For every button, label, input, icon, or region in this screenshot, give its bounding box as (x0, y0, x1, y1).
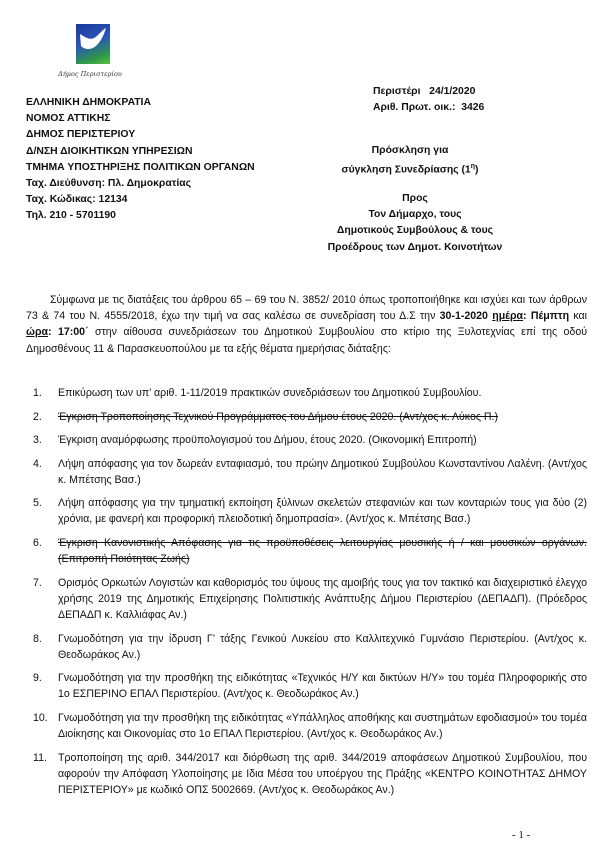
meeting-day: : Πέμπτη (523, 310, 570, 323)
sender-header (26, 95, 255, 225)
date-protocol (373, 84, 484, 116)
intro-paragraph (26, 292, 587, 357)
protocol-number: Αριθ. Πρωτ. οικ.: 3426 (373, 102, 485, 114)
agenda-item-text: Γνωμοδότηση για την προσθήκη της ειδικότητας «Τεχνικός Η/Υ και δικτύων Η/Υ» του τομέα Πληροφορικής στο 1ο ΕΣΠΕΡΙΝΟ ΕΠΑΛ Περιστερίου. (Αντ/χος κ. Θεοδωράκος Αν.) (58, 672, 587, 701)
agenda-item-number: 7. (33, 576, 42, 589)
agenda-item-text: Έγκριση Τροποποίησης Τεχνικού Προγράμματος του Δήμου έτους 2020. (Αντ/χος κ. Λύκος Π.) (58, 410, 499, 423)
agenda-item-number: 8. (33, 632, 42, 645)
agenda-item-text: Τροποποίηση της αριθ. 344/2017 και διόρθωση της αριθ. 344/2019 αποφάσεων Δημοτικού Συμβουλίου, που αφορούν την Απόφαση Υλοποίησης με Ιδια Μέσα του υποέργου της Πράξης «ΚΕΝΤΡΟ ΚΟΙΝΟΤΗΤΑΣ ΔΗΜΟΥ ΠΕΡΙΣΤΕΡΙΟΥ» με κωδικό ΟΠΣ 5002669. (Αντ/χος κ. Θεοδωράκος Αν.) (58, 751, 587, 797)
header-line: Τηλ. 210 - 5701190 (26, 210, 116, 222)
header-line: ΤΜΗΜΑ ΥΠΟΣΤΗΡΙΞΗΣ ΠΟΛΙΤΙΚΩΝ ΟΡΓΑΝΩΝ (26, 161, 255, 173)
agenda-item-text: Γνωμοδότηση για την προσθήκη της ειδικότητας «Υπάλληλος αποθήκης και συστημάτων εφοδιασμού» του τομέα Διοίκησης και Οικονομίας στο 1ο ΕΠΑΛ Περιστερίου. (Αντ/χος κ. Θεοδωράκος Αν.) (58, 711, 587, 741)
meeting-date: 30-1-2020 (439, 310, 493, 323)
dove-logo-icon (76, 24, 110, 64)
invitation-title (330, 143, 490, 179)
header-line: Δ/ΝΣΗ ΔΙΟΙΚΗΤΙΚΩΝ ΥΠΗΡΕΣΙΩΝ (26, 145, 193, 157)
intro-text: στην αίθουσα συνεδριάσεων του Δημοτικού Συμβουλίου στο κτίριο της Ξυλοτεχνίας επί της οδού Δημοσθένους 11 & Παρασκευοπούλου με τα εξής θέματα ημερήσιας διάταξης: (26, 326, 588, 355)
agenda-item-text: Έγκριση αναμόρφωσης προϋπολογισμού του Δήμου, έτους 2020. (Οικονομική Επιτροπή) (58, 434, 477, 446)
invitation-line: Πρόσκληση για (371, 145, 449, 156)
recipient-line: Δημοτικούς Συμβούλους & τους (336, 225, 494, 237)
header-line: ΝΟΜΟΣ ΑΤΤΙΚΗΣ (26, 113, 111, 125)
page-number: - 1 - (512, 829, 531, 841)
agenda-item-number: 9. (33, 672, 42, 685)
agenda-item (26, 456, 587, 488)
agenda-item (26, 495, 587, 527)
header-line: Ταχ. Κώδικας: 12134 (26, 194, 128, 206)
recipients-label: Προς (402, 193, 428, 204)
agenda-item (26, 385, 587, 401)
agenda-list (26, 385, 587, 806)
header-line: Ταχ. Διεύθυνση: Πλ. Δημοκρατίας (26, 178, 192, 190)
agenda-item (26, 409, 587, 425)
agenda-item-number: 11. (33, 751, 47, 764)
meeting-time: : 17:00΄ (48, 326, 89, 339)
municipality-logo (57, 24, 123, 92)
header-line: ΔΗΜΟΣ ΠΕΡΙΣΤΕΡΙΟΥ (26, 129, 136, 141)
invitation-sup: η (470, 163, 475, 171)
agenda-item-text: Έγκριση Κανονιστικής Απόφασης για τις προϋποθέσεις λειτουργίας μουσικής ή / και μουσικών οργάνων. (Επιτροπή Ποιότητας Ζωής) (58, 536, 587, 566)
agenda-item (26, 535, 587, 567)
invitation-line (330, 159, 490, 179)
header-line: ΕΛΛΗΝΙΚΗ ΔΗΜΟΚΡΑΤΙΑ (26, 97, 151, 108)
recipient-line: Τον Δήμαρχο, τους (368, 209, 462, 221)
agenda-item-number: 5. (33, 497, 42, 510)
intro-text: και (569, 310, 587, 323)
agenda-item-text: Επικύρωση των υπ’ αριθ. 1-11/2019 πρακτικών συνεδριάσεων του Δημοτικού Συμβουλίου. (58, 387, 482, 399)
agenda-item-number: 2. (33, 410, 42, 423)
agenda-item (26, 575, 587, 624)
invitation-text: ) (475, 164, 479, 176)
recipients (310, 191, 520, 256)
agenda-item (26, 710, 587, 742)
invitation-text: σύγκληση Συνεδρίασης (1 (341, 164, 471, 176)
logo-caption: Δήμος Περιστερίου (58, 70, 122, 78)
agenda-item (26, 432, 587, 448)
place-date: Περιστέρι 24/1/2020 (373, 86, 476, 97)
agenda-item-number: 3. (33, 434, 42, 446)
time-label: ώρα (26, 326, 49, 339)
agenda-item-number: 1. (33, 387, 42, 399)
agenda-item-number: 6. (33, 536, 42, 549)
agenda-item-text: Λήψη απόφασης για τον δωρεάν ενταφιασμό, του πρώην Δημοτικού Συμβούλου Κωνσταντίνου Λαλένη. (Αντ/χος κ. Μπέτσης Βασ.) (58, 457, 587, 486)
agenda-item (26, 670, 587, 702)
day-label: ημέρα (492, 310, 524, 323)
agenda-item-number: 4. (33, 457, 42, 470)
agenda-item (26, 631, 587, 663)
agenda-item-text: Γνωμοδότηση για την ίδρυση Γ’ τάξης Γενικού Λυκείου στο Καλλιτεχνικό Γυμνάσιο Περιστερίου. (Αντ/χος κ. Θεοδωράκος Αν.) (58, 632, 587, 661)
agenda-item-text: Λήψη απόφασης για την τμηματική εκποίηση ξύλινων σκελετών στεφανιών και των κονταριών τους για δύο (2) χρόνια, με φανερή και προφορική πλειοδοτική δημοπρασία». (Αντ/χος κ. Μπέτσης Βασ.) (58, 497, 587, 526)
agenda-item-text: Ορισμός Ορκωτών Λογιστών και καθορισμός του ύψους της αμοιβής τους για τον τακτικό και διαχειριστικό έλεγχο χρήσης 2019 της Δημοτικής Επιχείρησης Πολιτιστικής Ανάπτυξης Δήμου Περιστερίου (ΔΕΠΑΔΠ). (Πρόεδρος ΔΕΠΑΔΠ κ. Καλλιάφας Αν.) (58, 576, 587, 622)
agenda-item (26, 750, 587, 799)
agenda-item-number: 10. (33, 711, 48, 724)
intro-text: Σύμφωνα με τις διατάξεις του άρθρου 65 – 69 του Ν. 3852/ 2010 όπως τροποποιήθηκε και ισχύει και των άρθρων 73 & 74 του Ν. 4555/2018, έχω την τιμή να σας καλέσω σε συνεδρίαση του Δ.Σ την (26, 294, 587, 323)
recipient-line: Προέδρους των Δημοτ. Κοινοτήτων (327, 241, 503, 253)
